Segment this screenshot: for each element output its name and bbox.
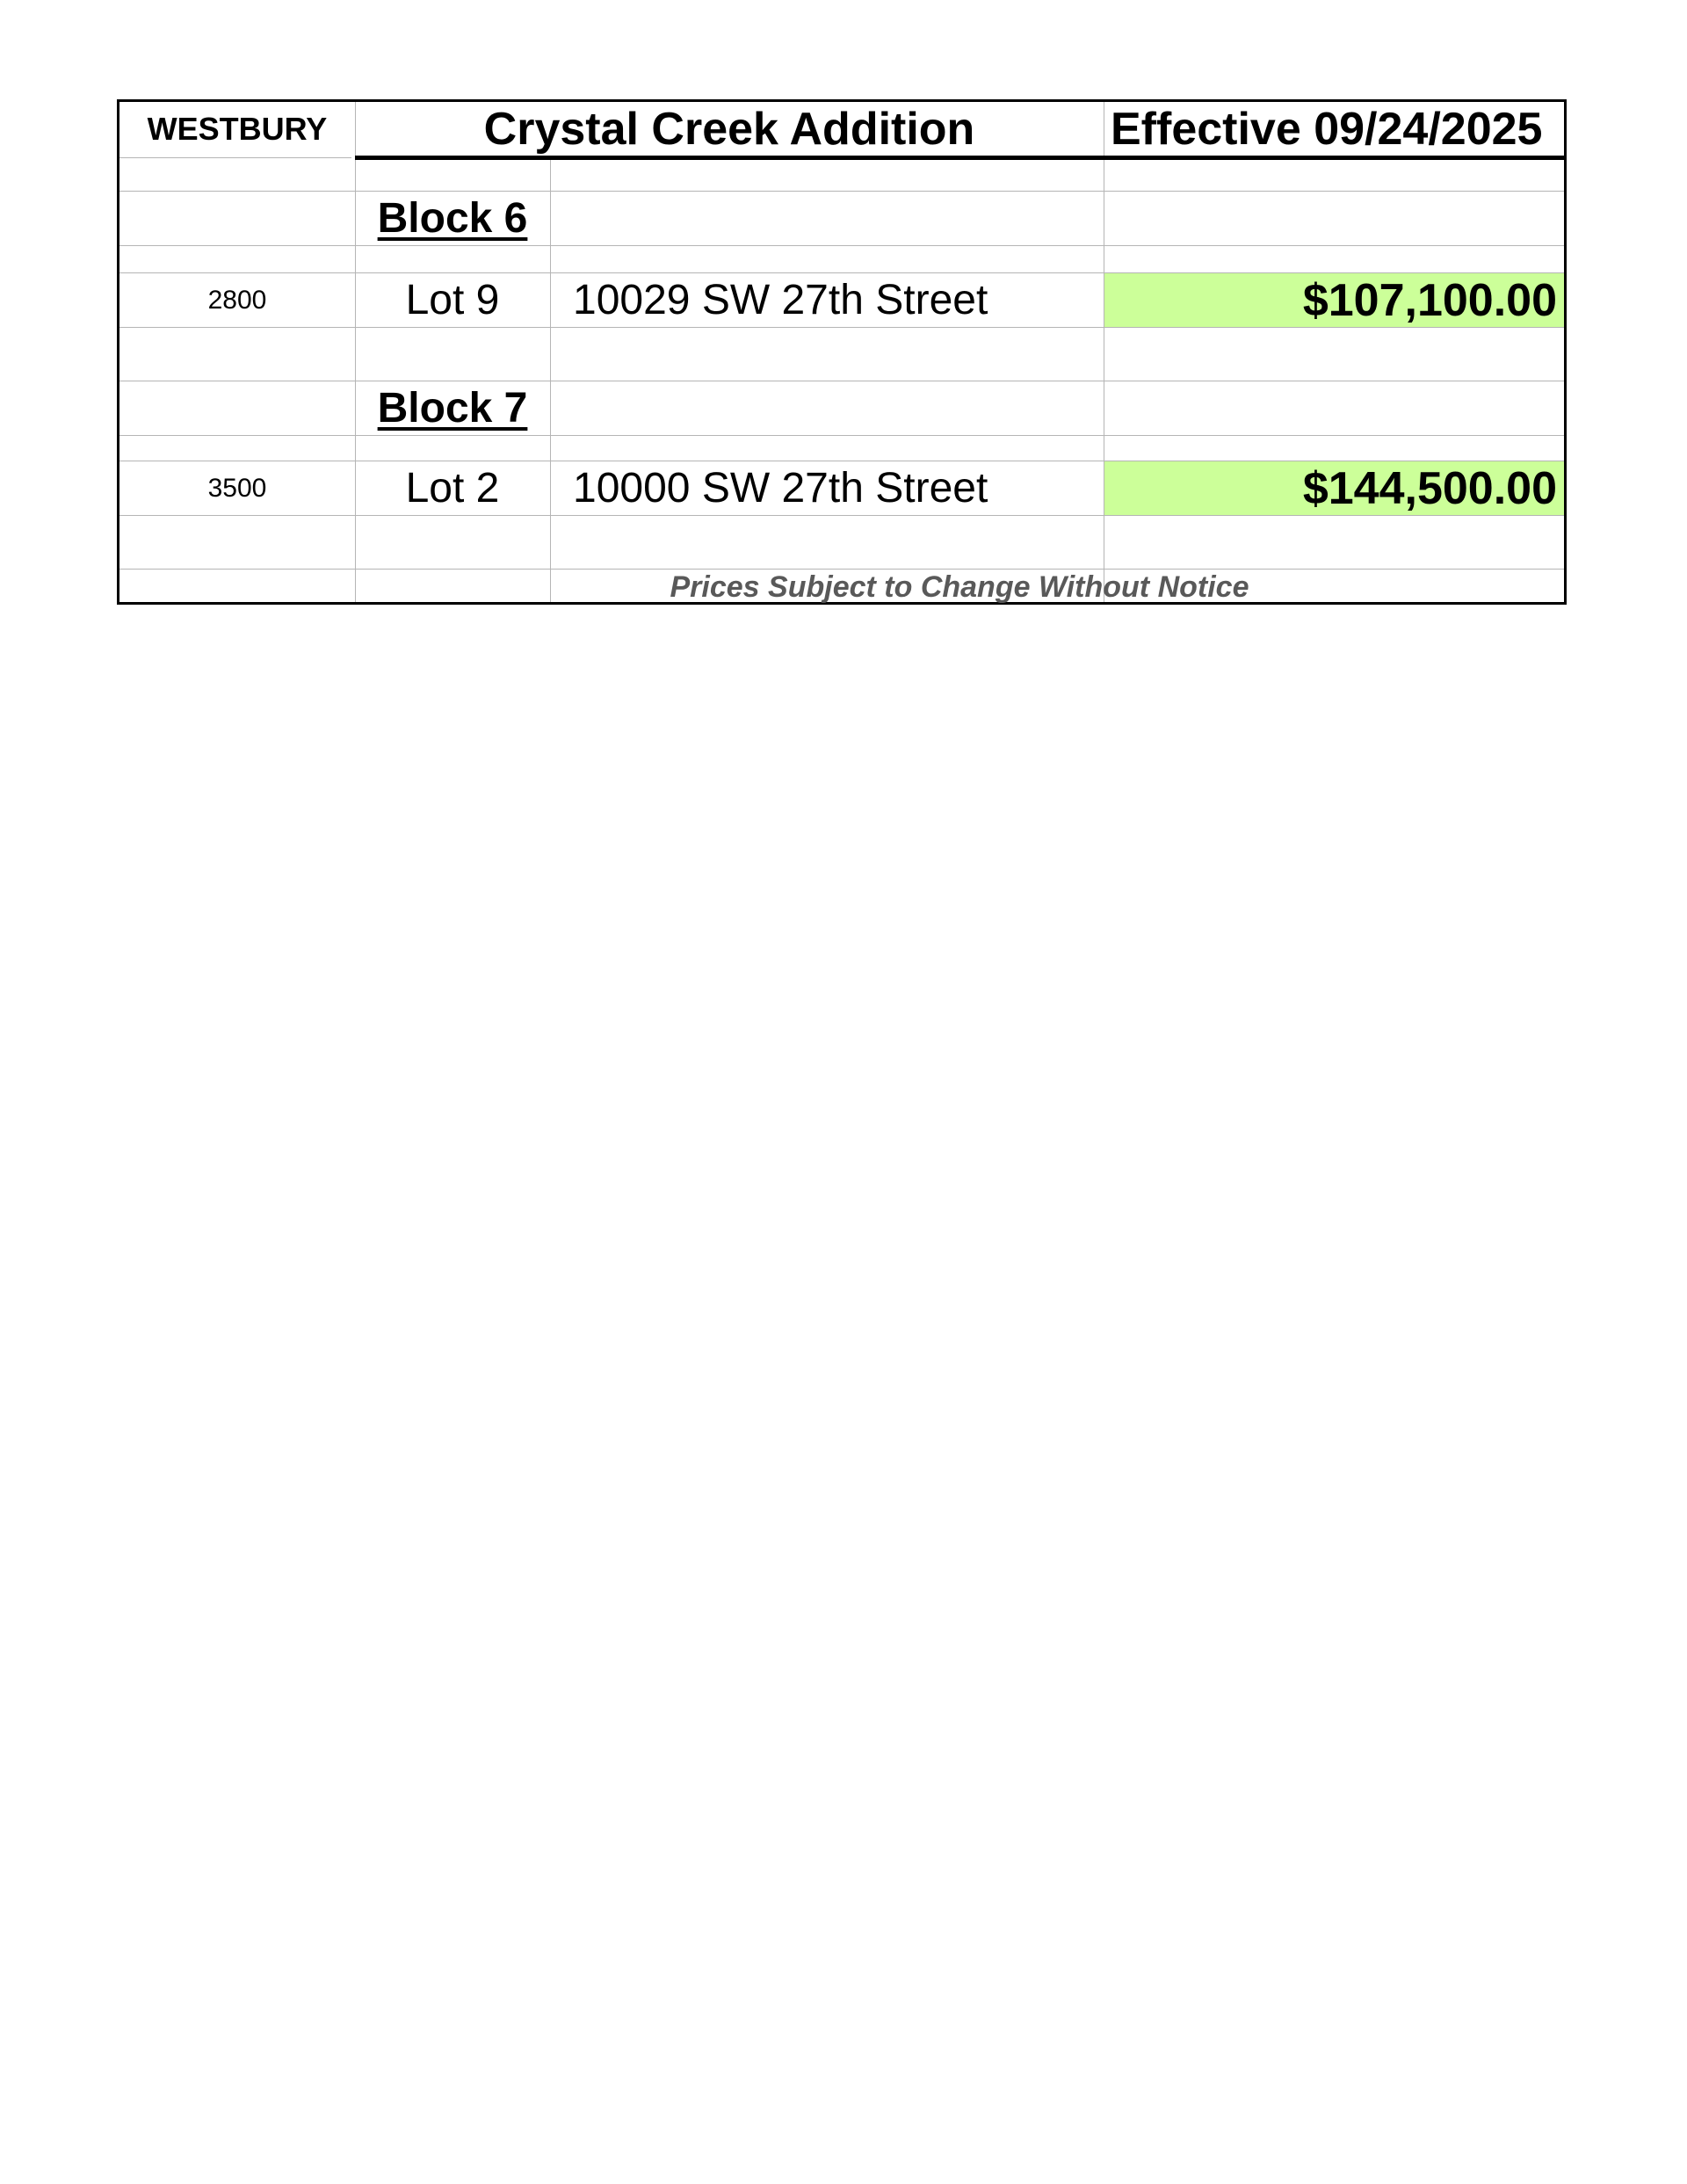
grid-divider: [119, 191, 1564, 192]
block-title: Block 6: [377, 195, 528, 242]
price-list-table: [117, 99, 1567, 605]
lot-price: $144,500.00: [1104, 461, 1564, 515]
lot-code: 3500: [207, 473, 267, 503]
grid-divider: [119, 157, 351, 158]
lot-number: Lot 9: [405, 277, 500, 323]
lot-number: Lot 2: [405, 465, 500, 512]
lot-address: 10029 SW 27th Street: [573, 277, 988, 323]
grid-divider: [119, 245, 1564, 246]
block-title: Block 7: [377, 385, 528, 432]
lot-address: 10000 SW 27th Street: [573, 465, 988, 512]
price-disclaimer: Prices Subject to Change Without Notice: [670, 570, 1249, 604]
effective-date: Effective 09/24/2025: [1111, 104, 1543, 155]
grid-divider: [119, 327, 1564, 328]
addition-title: Crystal Creek Addition: [483, 104, 975, 155]
lot-price: $107,100.00: [1104, 273, 1564, 327]
community-label: WESTBURY: [147, 111, 328, 147]
lot-code: 2800: [207, 285, 267, 315]
grid-divider: [119, 435, 1564, 436]
grid-divider: [119, 515, 1564, 516]
grid-divider: [355, 102, 356, 602]
table-grid: [119, 102, 1564, 602]
